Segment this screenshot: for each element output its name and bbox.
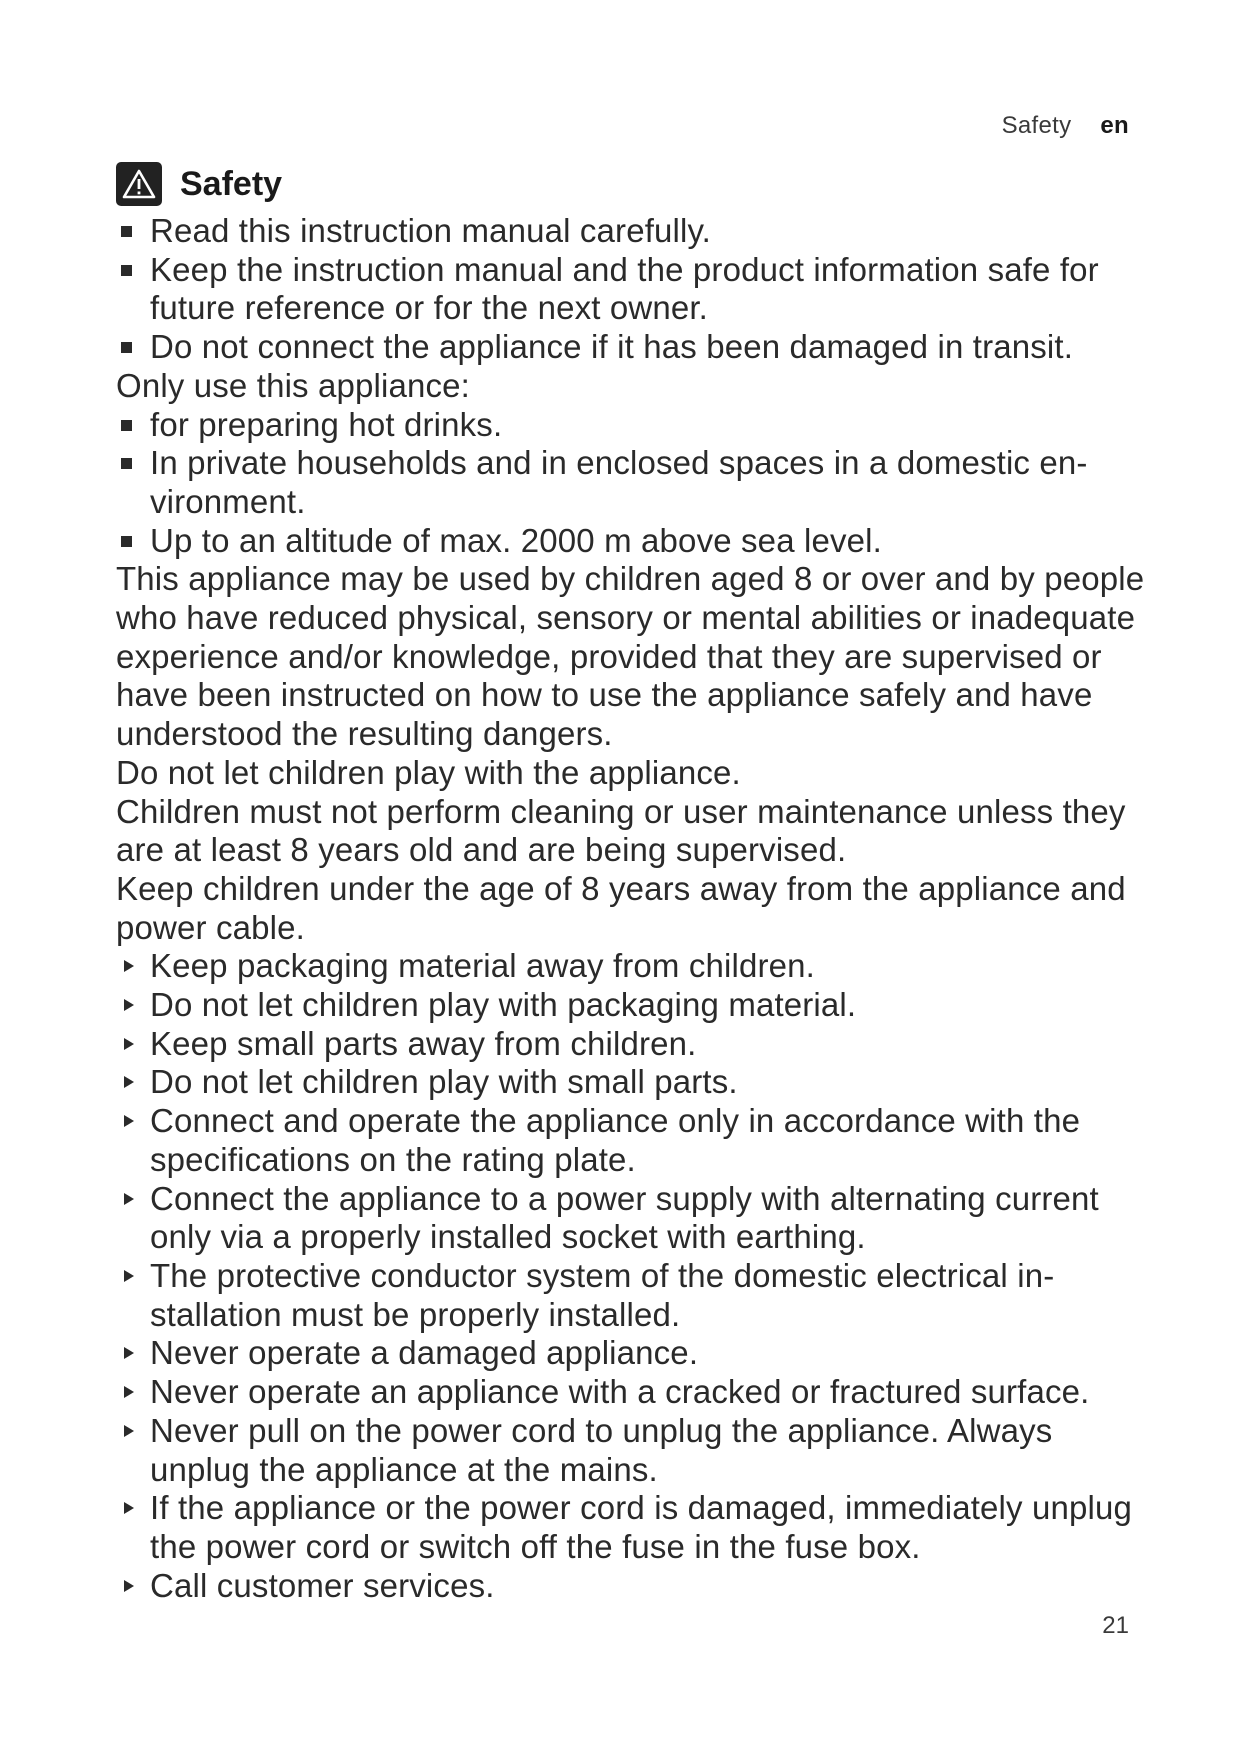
list-item: Do not connect the appliance if it has been damaged in transit. [116,328,1156,367]
use-heading: Only use this appliance: [116,366,470,404]
instruction-item: Never pull on the power cord to unplug the appliance. Always unplug the appliance at the mains. [116,1412,1156,1489]
instruction-item: Call customer services. [116,1567,1156,1606]
running-header [1002,112,1129,140]
list-item: In private households and in enclosed spaces in a domestic environment. [116,444,1156,521]
list-item: for preparing hot drinks. [116,406,1156,445]
children-play-paragraph: Do not let children play with the appliance. [116,753,741,791]
instruction-item: Do not let children play with small parts. [116,1063,1156,1102]
children-age-paragraph: Keep children under the age of 8 years away from the appliance and power cable. [116,869,1126,946]
section-title-row [116,162,282,206]
instruction-item: If the appliance or the power cord is damaged, immediately unplug the power cord or switch off the fuse in the fuse box. [116,1489,1156,1566]
instruction-item: Never operate an appliance with a cracked or fractured surface. [116,1373,1156,1412]
instruction-item: The protective conductor system of the domestic electrical installation must be properly installed. [116,1257,1156,1334]
list-item: Up to an altitude of max. 2000 m above sea level. [116,522,1156,561]
instruction-item: Keep packaging material away from children. [116,947,1156,986]
list-item: Keep the instruction manual and the product information safe for future reference or for the next owner. [116,251,1156,328]
page-title: Safety [180,164,283,203]
header-section: Safety [1001,112,1072,139]
warning-triangle-icon [116,162,162,206]
page-number: 21 [1102,1612,1129,1639]
use-list [116,406,1156,561]
children-cleaning-paragraph: Children must not perform cleaning or user maintenance unless they are at least 8 years old and are being supervised. [116,792,1126,869]
intro-list [116,212,1156,367]
header-language: en [1100,112,1129,139]
instruction-list [116,947,1156,1605]
list-item: Read this instruction manual carefully. [116,212,1156,251]
instruction-item: Keep small parts away from children. [116,1025,1156,1064]
safety-content [116,212,1156,1605]
instruction-item: Never operate a damaged appliance. [116,1334,1156,1373]
children-paragraph: This appliance may be used by children aged 8 or over and by people who have reduced physical, sensory or mental abilities or inadequate experience and/or knowledge, provided that they are supervised or have been instructed on how to use the appliance safely and have understood the resulting dangers. [116,560,1145,753]
instruction-item: Do not let children play with packaging material. [116,986,1156,1025]
instruction-item: Connect the appliance to a power supply with alternating current only via a properly installed socket with earthing. [116,1180,1156,1257]
instruction-item: Connect and operate the appliance only in accordance with the specifications on the rating plate. [116,1102,1156,1179]
